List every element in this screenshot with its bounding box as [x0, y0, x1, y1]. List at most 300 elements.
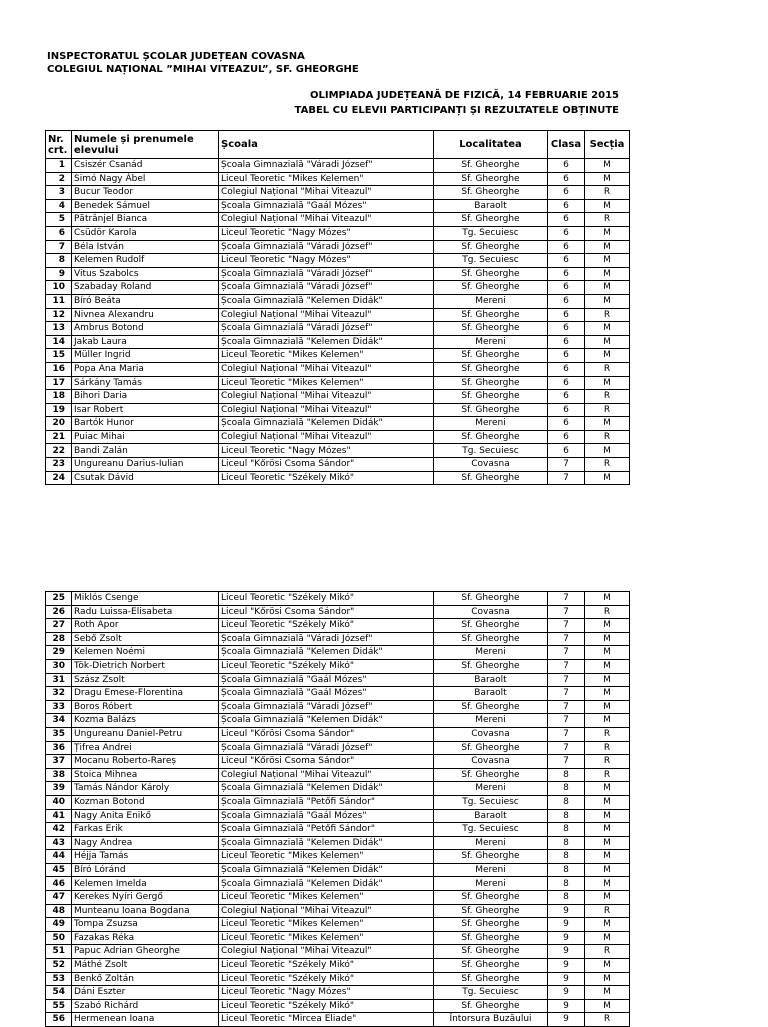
cell-town: Sf. Gheorghe: [434, 159, 548, 173]
table-row: [46, 254, 630, 268]
table-row: [46, 972, 630, 986]
inspectorate-name: INSPECTORATUL ȘCOLAR JUDEȚEAN COVASNA: [47, 51, 305, 62]
cell-nr: 32: [46, 687, 72, 701]
cell-school: Colegiul Național "Mihai Viteazul": [219, 390, 434, 404]
table-row: [46, 1013, 630, 1027]
column-header-school: Școala: [219, 131, 434, 159]
cell-town: Mereni: [434, 646, 548, 660]
cell-nr: 50: [46, 931, 72, 945]
cell-name: Ungureanu Darius-Iulian: [72, 458, 219, 472]
cell-name: Tamás Nándor Károly: [72, 782, 219, 796]
cell-town: Sf. Gheorghe: [434, 931, 548, 945]
cell-grade: 7: [548, 605, 585, 619]
cell-grade: 6: [548, 335, 585, 349]
cell-name: Sebő Zsolt: [72, 632, 219, 646]
column-header-name: Numele și prenumele elevului: [72, 131, 219, 159]
cell-section: M: [585, 877, 630, 891]
cell-town: Sf. Gheorghe: [434, 186, 548, 200]
cell-town: Sf. Gheorghe: [434, 349, 548, 363]
cell-section: R: [585, 458, 630, 472]
cell-school: Liceul "Kőrösi Csoma Sándor": [219, 727, 434, 741]
table-row: [46, 918, 630, 932]
cell-grade: 8: [548, 809, 585, 823]
cell-section: M: [585, 335, 630, 349]
cell-town: Sf. Gheorghe: [434, 850, 548, 864]
cell-nr: 30: [46, 659, 72, 673]
cell-grade: 9: [548, 931, 585, 945]
cell-grade: 9: [548, 999, 585, 1013]
cell-school: Colegiul Național "Mihai Viteazul": [219, 945, 434, 959]
cell-school: Liceul Teoretic "Nagy Mózes": [219, 444, 434, 458]
cell-name: Müller Ingrid: [72, 349, 219, 363]
cell-town: Sf. Gheorghe: [434, 999, 548, 1013]
cell-nr: 5: [46, 213, 72, 227]
cell-school: Liceul Teoretic "Mikes Kelemen": [219, 931, 434, 945]
cell-nr: 36: [46, 741, 72, 755]
cell-town: Sf. Gheorghe: [434, 592, 548, 606]
cell-nr: 20: [46, 417, 72, 431]
cell-name: Boros Róbert: [72, 700, 219, 714]
cell-name: Szász Zsolt: [72, 673, 219, 687]
cell-school: Școala Gimnazială "Kelemen Didák": [219, 294, 434, 308]
cell-name: Béla István: [72, 240, 219, 254]
cell-section: M: [585, 863, 630, 877]
cell-grade: 6: [548, 159, 585, 173]
table-row: [46, 186, 630, 200]
cell-section: M: [585, 795, 630, 809]
cell-town: Baraolt: [434, 687, 548, 701]
table-row: [46, 335, 630, 349]
cell-town: Sf. Gheorghe: [434, 240, 548, 254]
cell-section: M: [585, 700, 630, 714]
cell-grade: 7: [548, 659, 585, 673]
cell-nr: 35: [46, 727, 72, 741]
cell-name: Isar Robert: [72, 403, 219, 417]
cell-name: Héjja Tamás: [72, 850, 219, 864]
cell-school: Școala Gimnazială "Váradi József": [219, 281, 434, 295]
table-row: [46, 768, 630, 782]
cell-nr: 48: [46, 904, 72, 918]
cell-school: Liceul Teoretic "Mircea Eliade": [219, 1013, 434, 1027]
cell-nr: 14: [46, 335, 72, 349]
cell-school: Școala Gimnazială "Kelemen Didák": [219, 335, 434, 349]
cell-grade: 7: [548, 592, 585, 606]
cell-town: Covasna: [434, 755, 548, 769]
cell-section: R: [585, 403, 630, 417]
cell-grade: 8: [548, 877, 585, 891]
cell-name: Dragu Emese-Florentina: [72, 687, 219, 701]
cell-nr: 2: [46, 172, 72, 186]
cell-name: Bucur Teodor: [72, 186, 219, 200]
cell-grade: 6: [548, 390, 585, 404]
cell-grade: 8: [548, 891, 585, 905]
cell-nr: 47: [46, 891, 72, 905]
cell-name: Pătrânjel Bianca: [72, 213, 219, 227]
table-row: [46, 891, 630, 905]
cell-grade: 7: [548, 646, 585, 660]
cell-grade: 8: [548, 823, 585, 837]
cell-town: Covasna: [434, 605, 548, 619]
cell-town: Sf. Gheorghe: [434, 891, 548, 905]
cell-grade: 6: [548, 294, 585, 308]
cell-nr: 18: [46, 390, 72, 404]
table-row: [46, 172, 630, 186]
cell-section: M: [585, 226, 630, 240]
cell-section: M: [585, 619, 630, 633]
column-header-grade: Clasa: [548, 131, 585, 159]
cell-section: R: [585, 362, 630, 376]
cell-nr: 23: [46, 458, 72, 472]
cell-name: Benkő Zoltán: [72, 972, 219, 986]
cell-grade: 6: [548, 403, 585, 417]
cell-name: Tök-Dietrich Norbert: [72, 659, 219, 673]
cell-nr: 24: [46, 471, 72, 485]
cell-section: M: [585, 417, 630, 431]
cell-town: Sf. Gheorghe: [434, 972, 548, 986]
cell-school: Liceul "Kőrösi Csoma Sándor": [219, 458, 434, 472]
cell-grade: 6: [548, 172, 585, 186]
cell-grade: 6: [548, 349, 585, 363]
cell-school: Școala Gimnazială "Váradi József": [219, 240, 434, 254]
cell-grade: 9: [548, 1013, 585, 1027]
participants-table-page-2: [45, 591, 630, 1027]
cell-town: Sf. Gheorghe: [434, 768, 548, 782]
cell-grade: 6: [548, 322, 585, 336]
cell-school: Liceul Teoretic "Székely Mikó": [219, 619, 434, 633]
cell-section: M: [585, 646, 630, 660]
cell-town: Sf. Gheorghe: [434, 281, 548, 295]
cell-town: Mereni: [434, 863, 548, 877]
table-row: [46, 809, 630, 823]
cell-section: M: [585, 471, 630, 485]
cell-grade: 7: [548, 700, 585, 714]
cell-grade: 9: [548, 959, 585, 973]
olympiad-title: OLIMPIADA JUDEȚEANĂ DE FIZICĂ, 14 FEBRUARIE 2015: [310, 90, 619, 101]
table-row: [46, 213, 630, 227]
table-row: [46, 986, 630, 1000]
cell-school: Liceul Teoretic "Mikes Kelemen": [219, 349, 434, 363]
cell-town: Sf. Gheorghe: [434, 403, 548, 417]
cell-section: R: [585, 904, 630, 918]
cell-section: M: [585, 999, 630, 1013]
cell-town: Mereni: [434, 782, 548, 796]
cell-name: Bihori Daria: [72, 390, 219, 404]
cell-school: Școala Gimnazială "Váradi József": [219, 159, 434, 173]
cell-name: Roth Apor: [72, 619, 219, 633]
table-row: [46, 403, 630, 417]
cell-school: Liceul "Kőrösi Csoma Sándor": [219, 605, 434, 619]
cell-school: Liceul Teoretic "Székely Mikó": [219, 592, 434, 606]
cell-grade: 6: [548, 376, 585, 390]
cell-nr: 51: [46, 945, 72, 959]
cell-section: M: [585, 959, 630, 973]
cell-grade: 6: [548, 186, 585, 200]
cell-name: Vitus Szabolcs: [72, 267, 219, 281]
cell-name: Bandi Zalán: [72, 444, 219, 458]
table-row: [46, 376, 630, 390]
cell-nr: 52: [46, 959, 72, 973]
table-row: [46, 863, 630, 877]
cell-grade: 9: [548, 945, 585, 959]
cell-school: Liceul Teoretic "Nagy Mózes": [219, 986, 434, 1000]
cell-nr: 12: [46, 308, 72, 322]
cell-name: Farkas Erik: [72, 823, 219, 837]
cell-nr: 38: [46, 768, 72, 782]
cell-grade: 8: [548, 768, 585, 782]
cell-name: Kelemen Noémi: [72, 646, 219, 660]
cell-name: Tompa Zsuzsa: [72, 918, 219, 932]
cell-name: Kelemen Imelda: [72, 877, 219, 891]
cell-nr: 19: [46, 403, 72, 417]
cell-town: Sf. Gheorghe: [434, 700, 548, 714]
table-row: [46, 592, 630, 606]
cell-school: Școala Gimnazială "Kelemen Didák": [219, 877, 434, 891]
cell-section: R: [585, 213, 630, 227]
cell-name: Fazakas Réka: [72, 931, 219, 945]
cell-nr: 43: [46, 836, 72, 850]
table-row: [46, 362, 630, 376]
cell-grade: 6: [548, 444, 585, 458]
cell-name: Stoica Mihnea: [72, 768, 219, 782]
cell-section: M: [585, 159, 630, 173]
cell-section: R: [585, 768, 630, 782]
cell-school: Școala Gimnazială "Gaál Mózes": [219, 673, 434, 687]
cell-name: Szabó Richárd: [72, 999, 219, 1013]
cell-name: Bíró Lóránd: [72, 863, 219, 877]
cell-school: Liceul Teoretic "Nagy Mózes": [219, 226, 434, 240]
cell-school: Școala Gimnazială "Váradi József": [219, 322, 434, 336]
cell-nr: 22: [46, 444, 72, 458]
cell-school: Școala Gimnazială "Váradi József": [219, 632, 434, 646]
cell-grade: 7: [548, 741, 585, 755]
cell-school: Colegiul Național "Mihai Viteazul": [219, 186, 434, 200]
cell-school: Școala Gimnazială "Gaál Mózes": [219, 809, 434, 823]
cell-nr: 26: [46, 605, 72, 619]
table-row: [46, 877, 630, 891]
cell-grade: 7: [548, 714, 585, 728]
table-row: [46, 226, 630, 240]
cell-town: Sf. Gheorghe: [434, 172, 548, 186]
cell-grade: 6: [548, 199, 585, 213]
column-header-nr: Nr. crt.: [46, 131, 72, 159]
table-row: [46, 836, 630, 850]
cell-nr: 7: [46, 240, 72, 254]
cell-town: Covasna: [434, 458, 548, 472]
cell-name: Simó Nagy Ábel: [72, 172, 219, 186]
cell-name: Munteanu Ioana Bogdana: [72, 904, 219, 918]
cell-section: R: [585, 308, 630, 322]
cell-town: Sf. Gheorghe: [434, 362, 548, 376]
cell-section: M: [585, 199, 630, 213]
cell-town: Tg. Secuiesc: [434, 795, 548, 809]
table-row: [46, 659, 630, 673]
cell-section: R: [585, 390, 630, 404]
cell-section: M: [585, 240, 630, 254]
cell-nr: 11: [46, 294, 72, 308]
cell-section: M: [585, 349, 630, 363]
cell-town: Mereni: [434, 877, 548, 891]
cell-town: Mereni: [434, 335, 548, 349]
cell-nr: 42: [46, 823, 72, 837]
cell-section: M: [585, 267, 630, 281]
cell-nr: 16: [46, 362, 72, 376]
table-row: [46, 700, 630, 714]
cell-nr: 33: [46, 700, 72, 714]
table-row: [46, 823, 630, 837]
cell-name: Miklós Csenge: [72, 592, 219, 606]
participants-table-page-1: [45, 130, 630, 485]
cell-section: M: [585, 782, 630, 796]
table-row: [46, 945, 630, 959]
cell-section: M: [585, 850, 630, 864]
cell-school: Școala Gimnazială "Váradi József": [219, 700, 434, 714]
cell-grade: 6: [548, 240, 585, 254]
cell-section: M: [585, 986, 630, 1000]
cell-nr: 56: [46, 1013, 72, 1027]
table-row: [46, 782, 630, 796]
cell-grade: 7: [548, 687, 585, 701]
cell-town: Sf. Gheorghe: [434, 430, 548, 444]
cell-nr: 55: [46, 999, 72, 1013]
cell-town: Covasna: [434, 727, 548, 741]
cell-grade: 6: [548, 213, 585, 227]
table-row: [46, 281, 630, 295]
cell-school: Colegiul Național "Mihai Viteazul": [219, 213, 434, 227]
cell-grade: 7: [548, 471, 585, 485]
cell-grade: 6: [548, 362, 585, 376]
cell-name: Máthé Zsolt: [72, 959, 219, 973]
cell-town: Sf. Gheorghe: [434, 659, 548, 673]
cell-nr: 44: [46, 850, 72, 864]
table-row: [46, 240, 630, 254]
cell-town: Tg. Secuiesc: [434, 444, 548, 458]
cell-school: Liceul Teoretic "Mikes Kelemen": [219, 172, 434, 186]
cell-section: R: [585, 945, 630, 959]
cell-grade: 6: [548, 417, 585, 431]
table-row: [46, 850, 630, 864]
cell-town: Tg. Secuiesc: [434, 986, 548, 1000]
cell-nr: 54: [46, 986, 72, 1000]
cell-grade: 6: [548, 281, 585, 295]
cell-nr: 31: [46, 673, 72, 687]
cell-section: R: [585, 1013, 630, 1027]
cell-grade: 6: [548, 254, 585, 268]
cell-town: Sf. Gheorghe: [434, 390, 548, 404]
cell-section: M: [585, 444, 630, 458]
table-row: [46, 267, 630, 281]
cell-section: M: [585, 592, 630, 606]
cell-name: Kozma Balázs: [72, 714, 219, 728]
table-row: [46, 605, 630, 619]
cell-town: Sf. Gheorghe: [434, 918, 548, 932]
table-row: [46, 755, 630, 769]
cell-town: Sf. Gheorghe: [434, 619, 548, 633]
cell-nr: 13: [46, 322, 72, 336]
cell-town: Baraolt: [434, 199, 548, 213]
cell-name: Csutak Dávid: [72, 471, 219, 485]
cell-grade: 9: [548, 918, 585, 932]
cell-school: Școala Gimnazială "Kelemen Didák": [219, 782, 434, 796]
table-row: [46, 795, 630, 809]
cell-nr: 1: [46, 159, 72, 173]
cell-school: Liceul Teoretic "Székely Mikó": [219, 659, 434, 673]
cell-grade: 9: [548, 904, 585, 918]
cell-nr: 40: [46, 795, 72, 809]
cell-nr: 6: [46, 226, 72, 240]
table-row: [46, 931, 630, 945]
cell-school: Liceul Teoretic "Nagy Mózes": [219, 254, 434, 268]
cell-school: Școala Gimnazială "Váradi József": [219, 267, 434, 281]
cell-town: Sf. Gheorghe: [434, 322, 548, 336]
cell-nr: 10: [46, 281, 72, 295]
cell-nr: 49: [46, 918, 72, 932]
cell-grade: 7: [548, 727, 585, 741]
cell-name: Puiac Mihai: [72, 430, 219, 444]
table-row: [46, 159, 630, 173]
cell-school: Liceul Teoretic "Mikes Kelemen": [219, 376, 434, 390]
table-row: [46, 619, 630, 633]
cell-name: Benedek Sámuel: [72, 199, 219, 213]
cell-town: Sf. Gheorghe: [434, 632, 548, 646]
cell-nr: 37: [46, 755, 72, 769]
table-row: [46, 349, 630, 363]
cell-nr: 39: [46, 782, 72, 796]
cell-section: M: [585, 687, 630, 701]
cell-name: Sárkány Tamás: [72, 376, 219, 390]
cell-section: M: [585, 972, 630, 986]
cell-name: Dáni Eszter: [72, 986, 219, 1000]
cell-school: Colegiul Național "Mihai Viteazul": [219, 362, 434, 376]
cell-nr: 53: [46, 972, 72, 986]
cell-school: Școala Gimnazială "Gaál Mózes": [219, 687, 434, 701]
cell-grade: 7: [548, 755, 585, 769]
college-name: COLEGIUL NAȚIONAL ”MIHAI VITEAZUL”, SF. GHEORGHE: [47, 64, 359, 75]
cell-school: Liceul Teoretic "Székely Mikó": [219, 959, 434, 973]
cell-name: Bíró Beáta: [72, 294, 219, 308]
cell-section: M: [585, 632, 630, 646]
cell-school: Liceul "Kőrösi Csoma Sándor": [219, 755, 434, 769]
cell-section: R: [585, 186, 630, 200]
cell-town: Mereni: [434, 294, 548, 308]
cell-name: Nivnea Alexandru: [72, 308, 219, 322]
cell-grade: 8: [548, 782, 585, 796]
cell-name: Țifrea Andrei: [72, 741, 219, 755]
cell-nr: 34: [46, 714, 72, 728]
cell-nr: 3: [46, 186, 72, 200]
cell-school: Liceul Teoretic "Mikes Kelemen": [219, 891, 434, 905]
cell-school: Școala Gimnazială "Kelemen Didák": [219, 863, 434, 877]
cell-nr: 27: [46, 619, 72, 633]
cell-name: Csiszér Csanád: [72, 159, 219, 173]
cell-name: Radu Luissa-Elisabeta: [72, 605, 219, 619]
table-header-row: [46, 131, 630, 159]
column-header-town: Localitatea: [434, 131, 548, 159]
cell-section: R: [585, 727, 630, 741]
cell-nr: 28: [46, 632, 72, 646]
table-row: [46, 741, 630, 755]
cell-grade: 8: [548, 836, 585, 850]
cell-school: Școala Gimnazială "Petőfi Sándor": [219, 795, 434, 809]
cell-section: M: [585, 254, 630, 268]
cell-town: Sf. Gheorghe: [434, 904, 548, 918]
table-row: [46, 673, 630, 687]
cell-name: Szabaday Roland: [72, 281, 219, 295]
cell-grade: 6: [548, 430, 585, 444]
cell-school: Colegiul Național "Mihai Viteazul": [219, 308, 434, 322]
table-row: [46, 444, 630, 458]
table-row: [46, 714, 630, 728]
table-row: [46, 687, 630, 701]
